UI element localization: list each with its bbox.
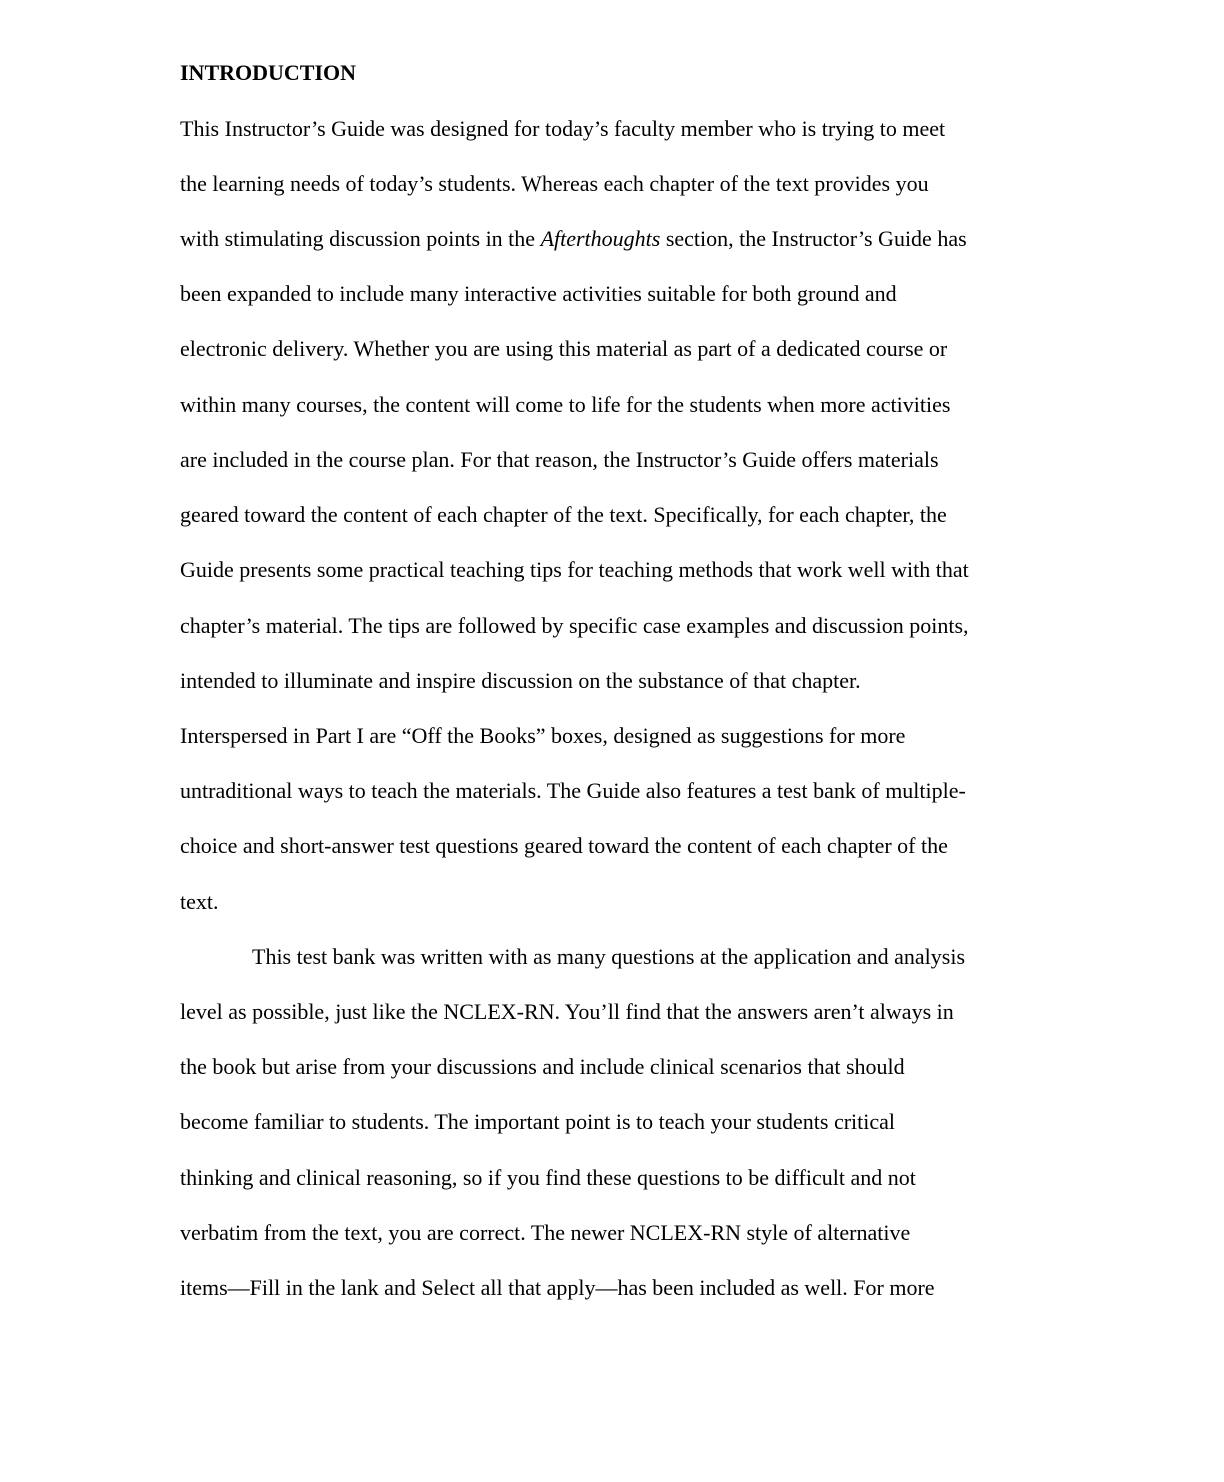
paragraph-line: choice and short-answer test questions geared toward the content of each chapter of the	[180, 833, 948, 858]
paragraph-line: level as possible, just like the NCLEX-RN. You’ll find that the answers aren’t always in	[180, 999, 954, 1024]
paragraph-line: This test bank was written with as many questions at the application and analysis	[252, 944, 966, 969]
paragraph-line: chapter’s material. The tips are followed by specific case examples and discussion points,	[180, 613, 969, 638]
paragraph-line	[180, 226, 967, 252]
italic-title: Afterthoughts	[540, 226, 661, 251]
text-segment: with stimulating discussion points in the	[180, 226, 541, 251]
text-segment: section, the Instructor’s Guide has	[660, 226, 967, 251]
paragraph-line: electronic delivery. Whether you are using this material as part of a dedicated course or	[180, 336, 948, 361]
paragraph-line: This Instructor’s Guide was designed for today’s faculty member who is trying to meet	[180, 116, 946, 141]
paragraph-line: untraditional ways to teach the materials. The Guide also features a test bank of multiple-	[180, 778, 966, 803]
paragraph-line: Guide presents some practical teaching tips for teaching methods that work well with that	[180, 557, 969, 582]
paragraph-line: the learning needs of today’s students. Whereas each chapter of the text provides you	[180, 171, 929, 196]
paragraph-line: Interspersed in Part I are “Off the Books” boxes, designed as suggestions for more	[180, 723, 906, 748]
paragraph-line: text.	[180, 889, 219, 914]
paragraph-line: items—Fill in the lank and Select all that apply—has been included as well. For more	[180, 1275, 935, 1300]
paragraph-line: thinking and clinical reasoning, so if you find these questions to be difficult and not	[180, 1165, 916, 1190]
paragraph-line: become familiar to students. The important point is to teach your students critical	[180, 1109, 896, 1134]
paragraph-line: verbatim from the text, you are correct. The newer NCLEX-RN style of alternative	[180, 1220, 911, 1245]
paragraph-line: within many courses, the content will come to life for the students when more activities	[180, 392, 951, 417]
paragraph-line: geared toward the content of each chapter of the text. Specifically, for each chapter, the	[180, 502, 947, 527]
paragraph-line: are included in the course plan. For that reason, the Instructor’s Guide offers materials	[180, 447, 939, 472]
paragraph-line: the book but arise from your discussions and include clinical scenarios that should	[180, 1054, 905, 1079]
paragraph-line: intended to illuminate and inspire discussion on the substance of that chapter.	[180, 668, 861, 693]
section-heading: INTRODUCTION	[180, 60, 357, 85]
paragraph-line: been expanded to include many interactive activities suitable for both ground and	[180, 281, 897, 306]
